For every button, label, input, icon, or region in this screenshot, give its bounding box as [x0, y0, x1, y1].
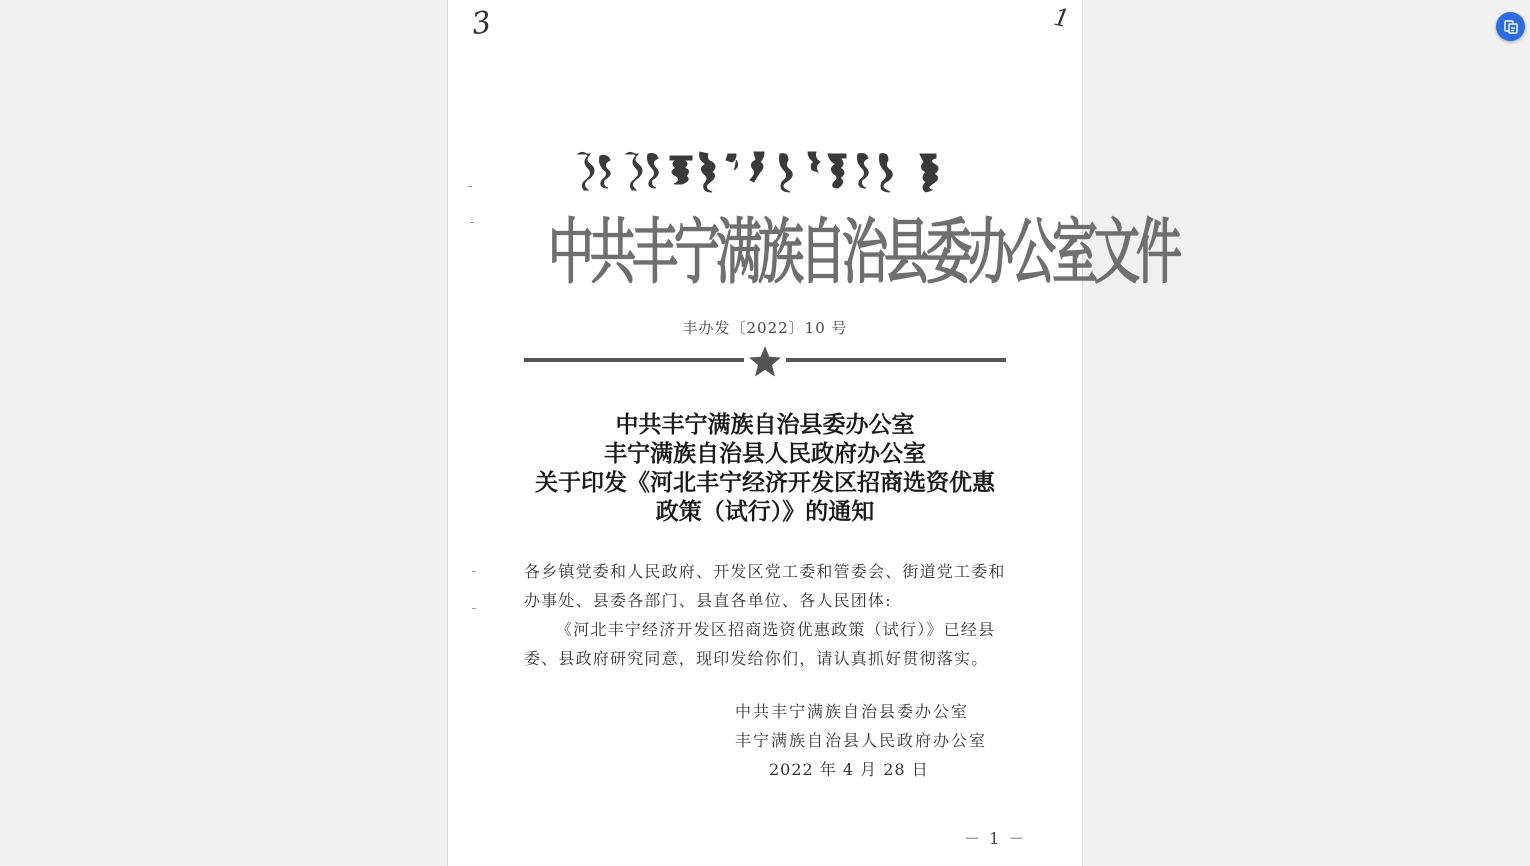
scan-speck: [472, 571, 476, 572]
document-page: [448, 0, 1178, 866]
masthead-title: 中共丰宁满族自治县委办公室文件: [548, 209, 1178, 294]
scan-speck: [468, 186, 472, 187]
manchu-script-masthead: [568, 146, 968, 196]
scan-speck: [470, 222, 474, 223]
signatory-line: 中共丰宁满族自治县委办公室: [735, 702, 970, 721]
title-line: 政策（试行）》的通知: [655, 498, 875, 525]
document-convert-button[interactable]: [1496, 12, 1525, 41]
handwritten-page-mark-right: 1: [1051, 2, 1072, 34]
issue-date: 2022 年 4 月 28 日: [769, 760, 929, 779]
body-paragraph: 《河北丰宁经济开发区招商选资优惠政策（试行）》已经县委、县政府研究同意，现印发给你们，请认真抓好贯彻落实。: [524, 620, 996, 668]
scan-speck: [472, 608, 476, 609]
addressee-paragraph: 各乡镇党委和人民政府、开发区党工委和管委会、街道党工委和办事处、县委各部门、县直各单位、各人民团体:: [524, 562, 1006, 610]
handwritten-page-mark-left: 3: [469, 4, 494, 43]
page-number: － 1 －: [964, 829, 1027, 848]
document-number: 丰办发〔2022〕10 号: [682, 319, 848, 337]
notice-title: [448, 410, 1082, 526]
notice-body: [524, 557, 1008, 673]
star-icon: [749, 346, 781, 377]
document-convert-icon: [1503, 19, 1519, 35]
title-line: 丰宁满族自治县人民政府办公室: [604, 440, 926, 467]
title-line: 中共丰宁满族自治县委办公室: [615, 411, 915, 438]
signature-block: [735, 697, 995, 784]
signatory-line: 丰宁满族自治县人民政府办公室: [735, 731, 988, 750]
red-header-divider: [524, 346, 1006, 380]
title-line: 关于印发《河北丰宁经济开发区招商选资优惠: [535, 469, 995, 496]
